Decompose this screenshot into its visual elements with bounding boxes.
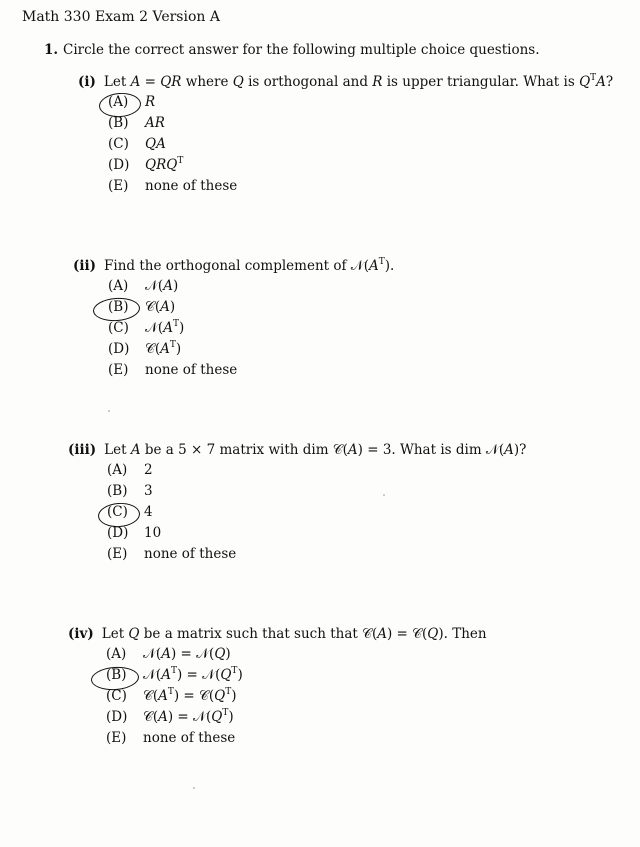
choice-letter: (B) (106, 667, 127, 683)
part-iii-choice-a[interactable] (107, 462, 407, 482)
choice-letter: (A) (108, 94, 129, 110)
part-iii-choice-e[interactable] (107, 546, 407, 566)
part-iv-label: (iv) (68, 626, 94, 642)
part-iv-choice-a[interactable] (106, 646, 406, 666)
choice-letter: (A) (108, 278, 129, 294)
choice-letter: (D) (107, 525, 129, 541)
choice-letter: (C) (108, 136, 129, 152)
choice-text: 3 (144, 483, 153, 499)
choice-letter: (B) (108, 115, 129, 131)
part-i-choice-a[interactable] (108, 94, 408, 114)
choice-text: AR (145, 115, 165, 131)
part-i-stem (78, 74, 613, 90)
choice-letter: (C) (108, 320, 129, 336)
part-iii-choice-c[interactable] (107, 504, 407, 524)
choice-text: none of these (143, 730, 236, 746)
part-i-choice-b[interactable] (108, 115, 408, 135)
part-i-prompt: Let A = QR where Q is orthogonal and R is upper triangular. What is $Q^TA$? (103, 73, 614, 90)
exam-header: Math 330 Exam 2 Version A (22, 9, 220, 25)
part-ii-choice-b[interactable] (108, 299, 408, 319)
part-i-choice-e[interactable] (108, 178, 408, 198)
choice-text: QA (145, 136, 166, 152)
choice-letter: (B) (108, 299, 129, 315)
part-ii-stem (73, 258, 394, 274)
part-iii-choice-d[interactable] (107, 525, 407, 545)
part-iii-label: (iii) (68, 442, 97, 458)
part-i-choice-c[interactable] (108, 136, 408, 156)
part-ii-choice-d[interactable] (108, 341, 408, 361)
part-iv-prompt: Let Q be a matrix such that such that 𝒞(A) = 𝒞(Q). Then (101, 626, 487, 642)
choice-letter: (E) (106, 730, 127, 746)
choice-text: $𝒞(A^T)$ = $𝒞(Q^T)$ (143, 687, 237, 704)
part-iv-choice-b[interactable] (106, 667, 406, 687)
question-intro: Circle the correct answer for the following multiple choice questions. (63, 42, 540, 58)
part-iv-choice-e[interactable] (106, 730, 406, 750)
choice-letter: (D) (108, 341, 130, 357)
part-ii-choice-a[interactable] (108, 278, 408, 298)
part-ii-label: (ii) (73, 258, 97, 274)
choice-letter: (E) (108, 178, 129, 194)
scan-speck (193, 787, 195, 789)
choice-text: $QRQ^T$ (145, 156, 184, 173)
choice-text: $𝒩(A^T)$ = $𝒩(Q^T)$ (143, 666, 243, 683)
choice-letter: (B) (107, 483, 128, 499)
part-ii-choice-e[interactable] (108, 362, 408, 382)
choice-letter: (E) (107, 546, 128, 562)
part-iii-choice-b[interactable] (107, 483, 407, 503)
part-iv-choice-c[interactable] (106, 688, 406, 708)
choice-letter: (E) (108, 362, 129, 378)
question-number: 1. (44, 42, 59, 58)
choice-text: 2 (144, 462, 153, 478)
part-i-choice-d[interactable] (108, 157, 408, 177)
part-iii-prompt: Let A be a 5 × 7 matrix with dim 𝒞(A) = 3. What is dim 𝒩(A)? (104, 442, 527, 458)
choice-text: 𝒞(A) = $𝒩(Q^T)$ (143, 708, 234, 725)
choice-text: 4 (144, 504, 153, 520)
choice-text: 𝒩(A) = 𝒩(Q) (143, 646, 231, 662)
choice-text: none of these (145, 362, 238, 378)
choice-letter: (D) (108, 157, 130, 173)
choice-letter: (C) (106, 688, 127, 704)
part-ii-choice-c[interactable] (108, 320, 408, 340)
choice-text: none of these (145, 178, 238, 194)
choice-letter: (C) (107, 504, 128, 520)
scan-speck (108, 410, 110, 412)
choice-letter: (A) (107, 462, 128, 478)
choice-text: 10 (144, 525, 162, 541)
part-iv-stem (68, 626, 487, 642)
choice-text: $𝒩(A^T)$ (145, 319, 185, 336)
choice-text: 𝒩(A) (145, 278, 179, 294)
choice-text: $𝒞(A^T)$ (145, 340, 182, 357)
scan-speck (383, 494, 385, 496)
choice-text: none of these (144, 546, 237, 562)
part-i-label: (i) (78, 74, 96, 90)
choice-text: R (145, 94, 156, 110)
part-iii-stem (68, 442, 526, 458)
choice-letter: (A) (106, 646, 127, 662)
choice-letter: (D) (106, 709, 128, 725)
part-ii-prompt: Find the orthogonal complement of $𝒩(A^T)$. (104, 257, 395, 274)
choice-text: 𝒞(A) (145, 299, 176, 315)
part-iv-choice-d[interactable] (106, 709, 406, 729)
